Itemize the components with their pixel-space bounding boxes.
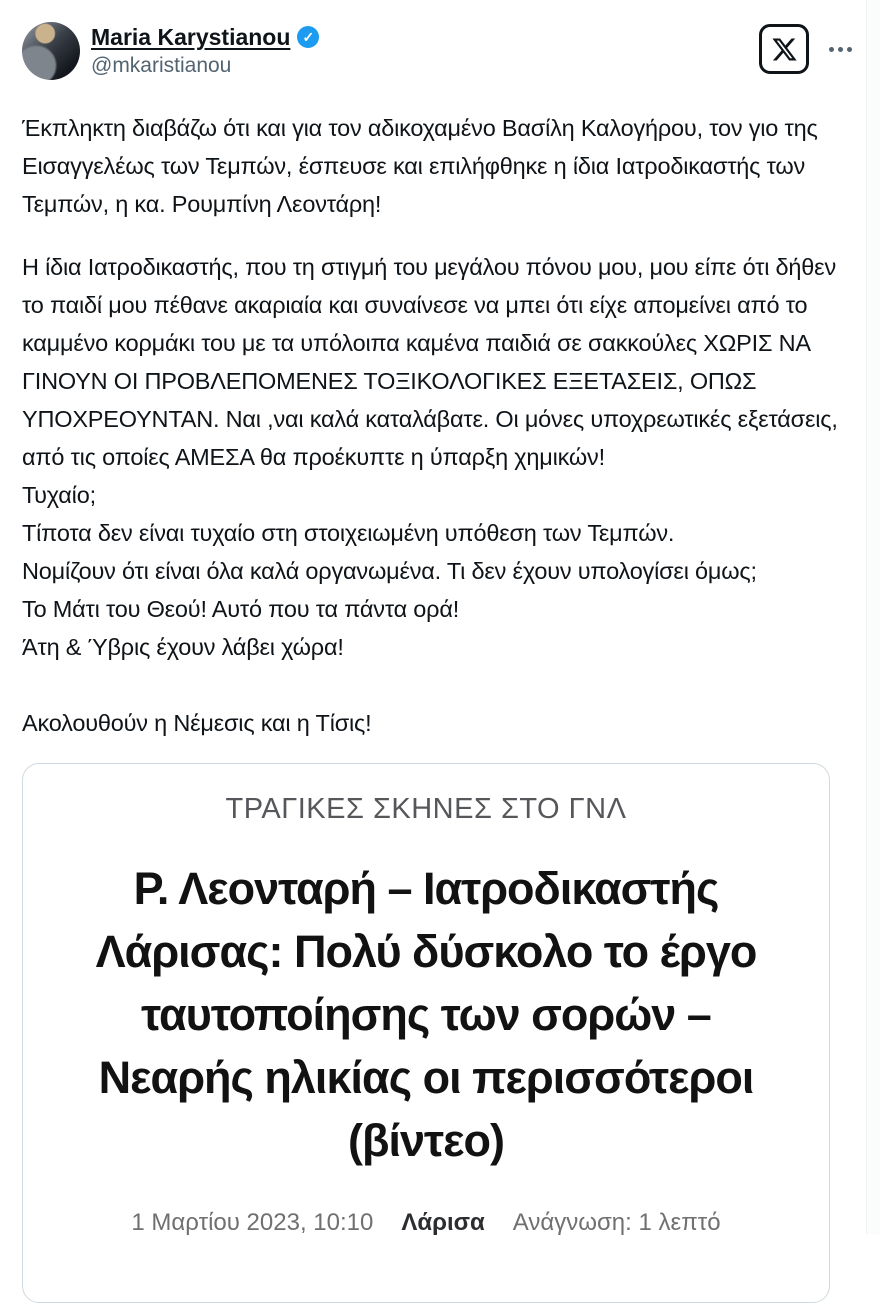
author-name-link[interactable]: Maria Karystianou [91,24,291,50]
x-logo-icon [771,36,798,63]
tweet-line: Η ίδια Ιατροδικαστής, που τη στιγμή του μεγάλου πόνου μου, μου είπε ότι δήθεν το παιδί μου πέθανε ακαριαία και συναίνεσε να μπει ότι είχε απομείνει από το καμμένο κορμάκι του με τα υπόλοιπα καμένα παιδιά σε σακκούλες ΧΩΡΙΣ ΝΑ ΓΙΝΟΥΝ ΟΙ ΠΡΟΒΛΕΠΟΜΕΝΕΣ ΤΟΞΙΚΟΛΟΓΙΚΕΣ ΕΞΕΤΑΣΕΙΣ, ΟΠΩΣ ΥΠΟΧΡΕΟΥΝΤΑΝ. Ναι ,ναι καλά καταλάβατε. Οι μόνες υποχρεωτικές εξετάσεις, από τις οποίες ΑΜΕΣΑ θα προέκυπτε η ύπαρξη χημικών! [22,254,838,470]
verified-badge-icon: ✓ [297,26,319,48]
tweet-line: Τυχαίο; [22,482,96,508]
article-kicker: ΤΡΑΓΙΚΕΣ ΣΚΗΝΕΣ ΣΤΟ ΓΝΛ [225,793,627,825]
author-block [91,24,319,78]
headline-line: Λάρισας: Πολύ δύσκολο το έργο [95,926,757,977]
article-link-card[interactable] [22,763,830,1303]
article-location: Λάρισα [401,1209,485,1236]
tweet-paragraph: Έκπληκτη διαβάζω ότι και για τον αδικοχαμένο Βασίλη Καλογήρου, τον γιο της Εισαγγελέως των Τεμπών, έσπευσε και επιλήφθηκε η ίδια Ιατροδικαστής των Τεμπών, η κα. Ρουμπίνη Λεοντάρη! [22,115,818,217]
right-gutter [867,0,880,1234]
x-logo-button[interactable] [759,24,809,74]
tweet-paragraph: Ακολουθούν η Νέμεσις και η Τίσις! [22,710,372,736]
headline-line: ταυτοποίησης των σορών – [141,989,711,1040]
author-name-row [91,24,319,50]
article-date: 1 Μαρτίου 2023, 10:10 [131,1209,374,1236]
article-headline [35,857,817,1172]
tweet-line: Νομίζουν ότι είναι όλα καλά οργανωμένα. Τι δεν έχουν υπολογίσει όμως; [22,558,757,584]
tweet-line: Το Μάτι του Θεού! Αυτό που τα πάντα ορά! [22,596,460,622]
more-options-icon[interactable] [825,43,856,56]
headline-line: (βίντεο) [348,1115,504,1166]
headline-line: Νεαρής ηλικίας οι περισσότεροι [98,1052,754,1103]
header-actions [759,24,856,74]
tweet-line: Τίποτα δεν είναι τυχαίο στη στοιχειωμένη υπόθεση των Τεμπών. [22,520,675,546]
headline-line: Ρ. Λεονταρή – Ιατροδικαστής [133,863,719,914]
tweet-paragraph-group [22,248,854,666]
tweet-header [22,22,856,80]
tweet-text [22,109,854,742]
article-read-time: Ανάγνωση: 1 λεπτό [512,1209,721,1236]
tweet-line: Άτη & Ύβρις έχουν λάβει χώρα! [22,634,344,660]
timeline-divider [866,0,867,1234]
avatar[interactable] [22,22,80,80]
article-meta [35,1209,817,1237]
author-handle[interactable]: @mkaristianou [91,54,232,77]
